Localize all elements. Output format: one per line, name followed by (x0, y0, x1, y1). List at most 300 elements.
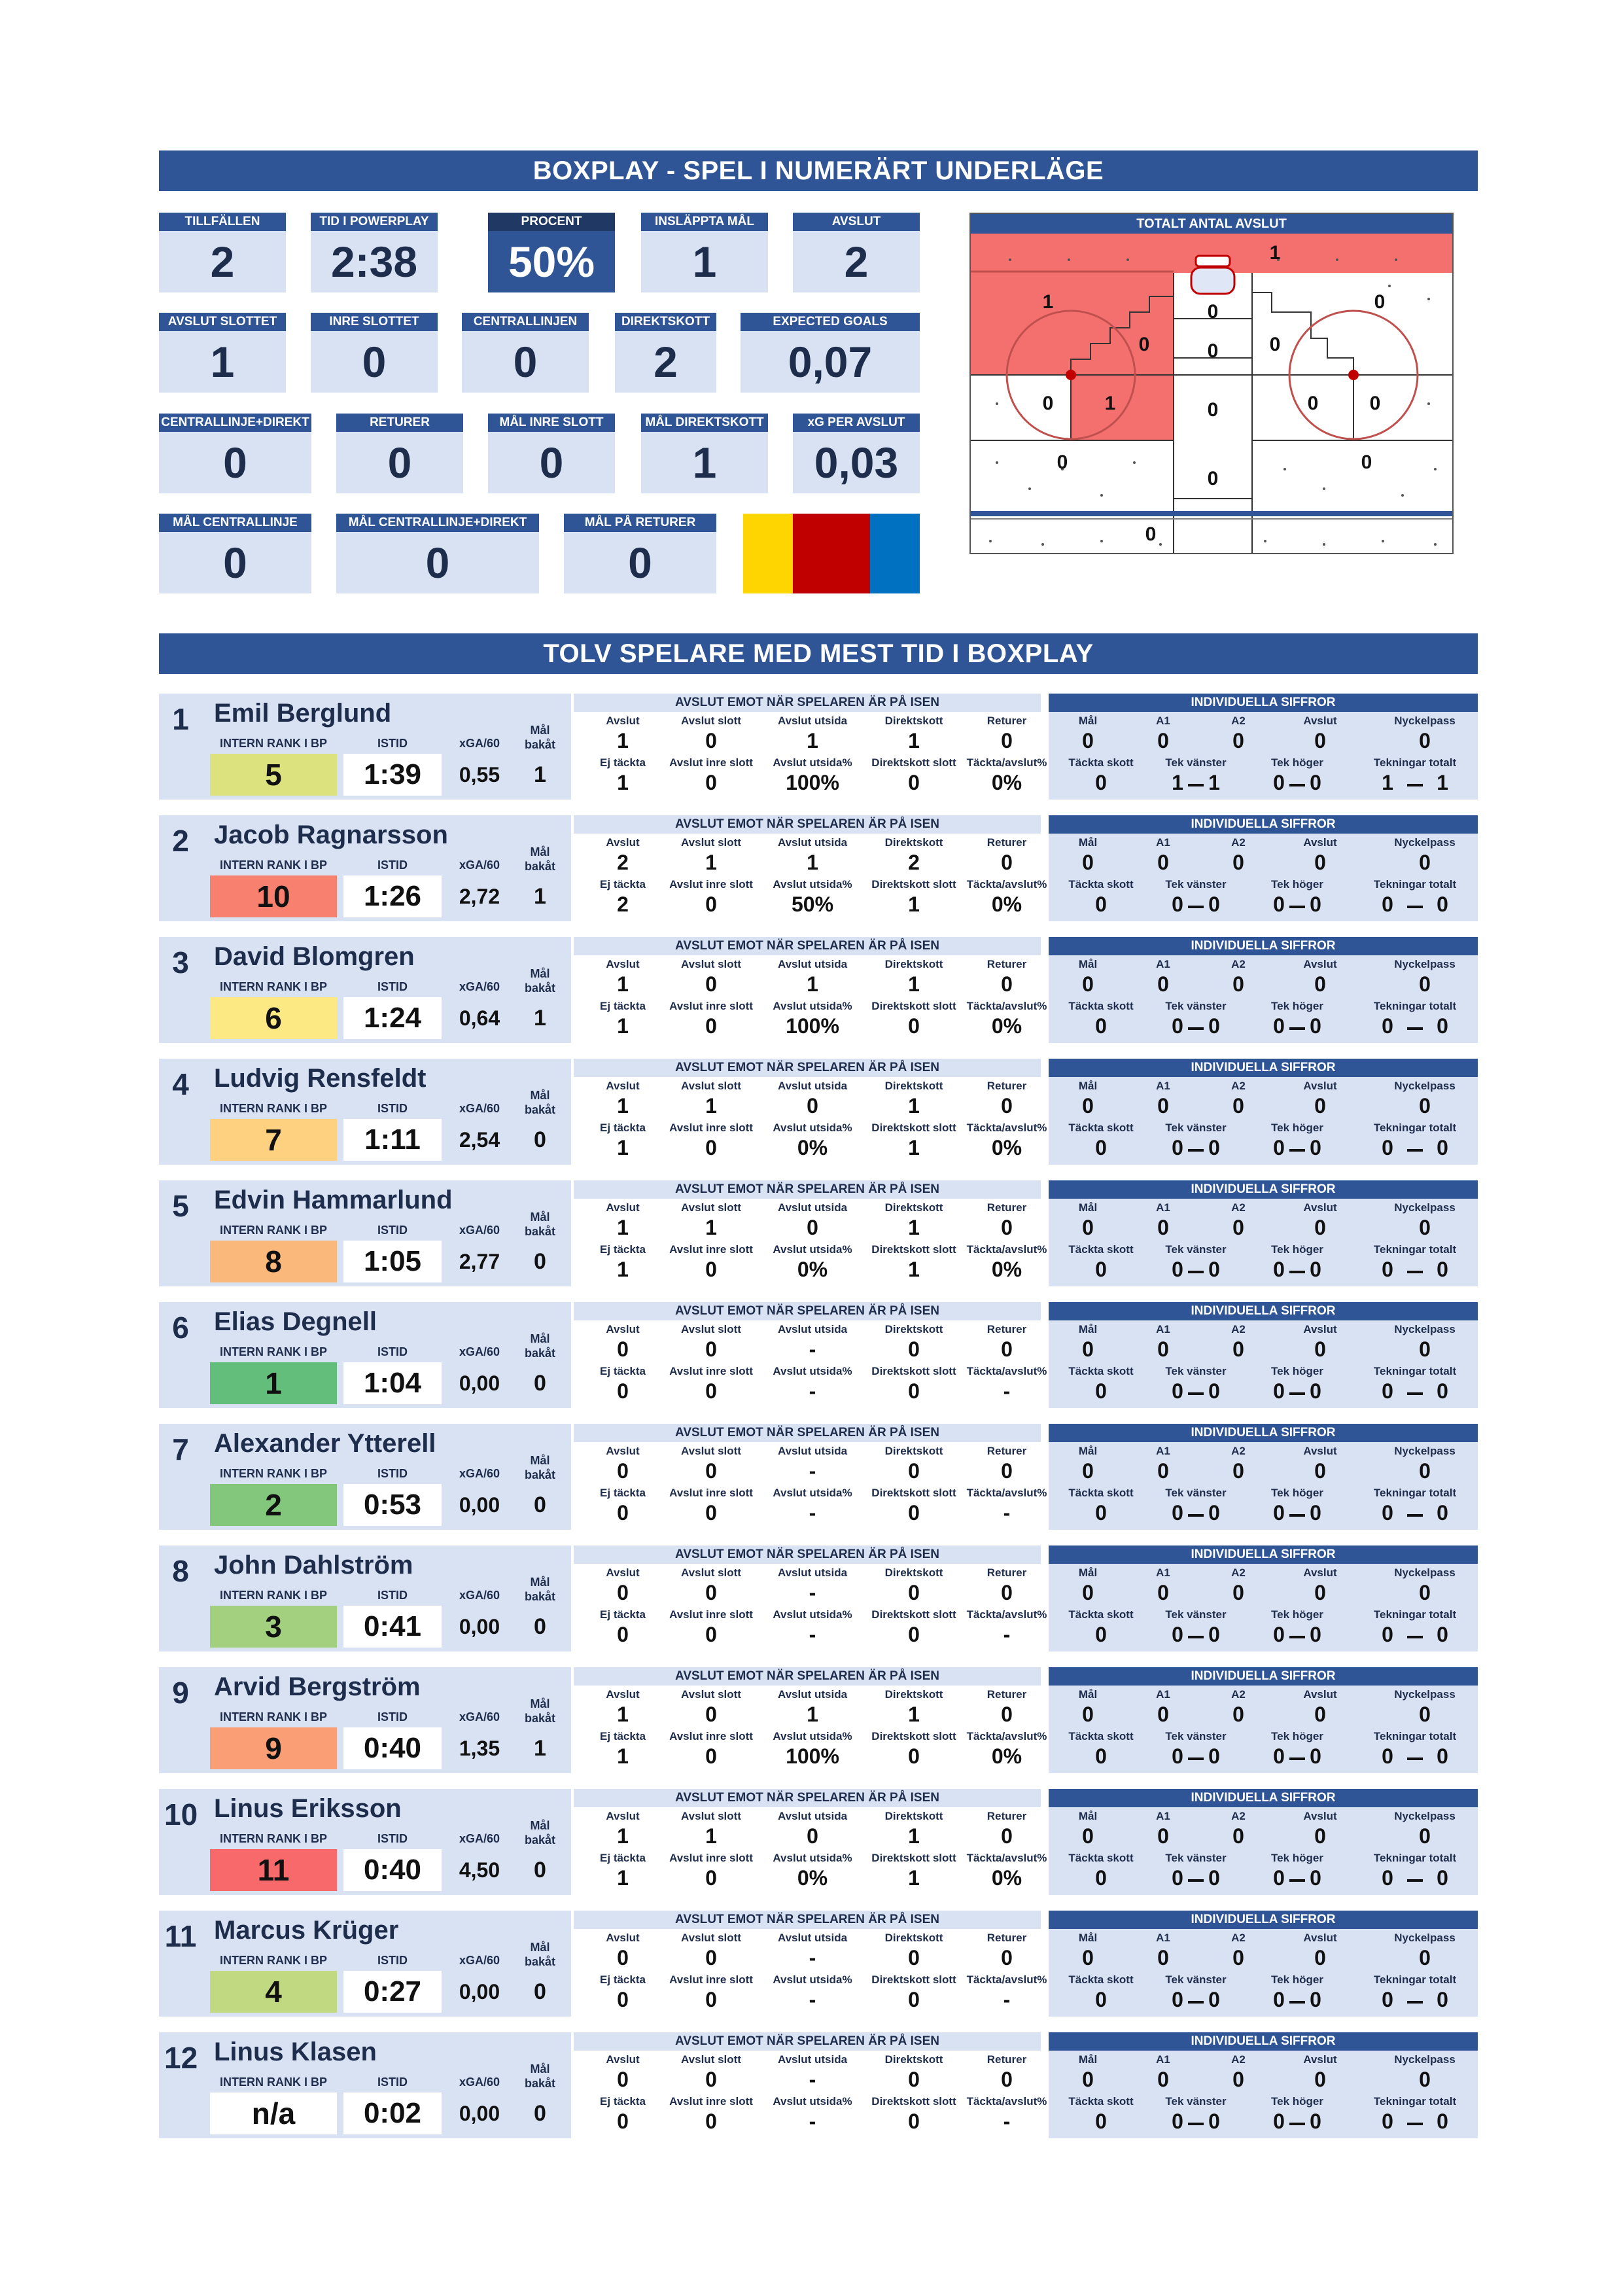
mal-label: Mål (530, 845, 550, 858)
individual-stats-title: INDIVIDUELLA SIFFROR (1049, 1911, 1478, 1929)
player-summary (159, 937, 571, 1043)
ind-value-pair-a: 0 (1172, 1014, 1183, 1038)
ind-label-a2: A2 (1231, 1810, 1246, 1822)
stat-value: 0 (628, 539, 652, 587)
player-rank: 9 (210, 1727, 337, 1769)
istid-label: ISTID (377, 1589, 408, 1602)
stat-label: CENTRALLINJEN (462, 313, 589, 331)
ind-value-a2: 0 (1232, 851, 1244, 874)
mid-value-direktskott: 0 (908, 1337, 920, 1361)
player-mal-bakat: 1 (534, 1735, 546, 1761)
ind-label-a1: A1 (1156, 1688, 1170, 1701)
mid-value-tackta-avslut-pct: - (1003, 1501, 1011, 1525)
mid-label-direktskott: Direktskott (884, 2053, 943, 2066)
player-mal-bakat: 0 (534, 1857, 546, 1882)
bakat-label: bakåt (524, 1712, 556, 1725)
ind-label-r-avslut: Avslut (1303, 1688, 1337, 1701)
ind-value-r-avslut: 0 (1314, 1094, 1326, 1118)
individual-stats-title: INDIVIDUELLA SIFFROR (1049, 1545, 1478, 1564)
mid-label-direktskott-slott: Direktskott slott (871, 1365, 956, 1377)
shots-against-title: AVSLUT EMOT NÄR SPELAREN ÄR PÅ ISEN (574, 2032, 1041, 2051)
player-istid: 0:41 (343, 1606, 442, 1648)
mid-label-avslut-utsida: Avslut utsida (777, 1080, 848, 1092)
individual-stats-panel (1049, 1667, 1478, 1773)
istid-label: ISTID (377, 1224, 408, 1237)
ind-value-r-avslut: 0 (1314, 1216, 1326, 1239)
mid-value-avslut: 1 (617, 1216, 629, 1239)
ind-value-a2: 0 (1232, 1216, 1244, 1239)
ind-label-a1: A1 (1156, 1566, 1170, 1579)
player-rank: 2 (210, 1484, 337, 1526)
mal-label: Mål (530, 1941, 550, 1954)
mid-value-avslut-utsida: - (809, 1581, 816, 1604)
ind-label-r-mal: Mål (1078, 836, 1098, 849)
pair-dash (1407, 1757, 1423, 1760)
individual-stats-title: INDIVIDUELLA SIFFROR (1049, 694, 1478, 712)
pair-dash (1289, 1027, 1305, 1030)
mid-value-direktskott-slott: 0 (908, 771, 920, 794)
ind-label-tekningar-totalt: Tekningar totalt (1373, 1730, 1457, 1742)
ind-label-a1: A1 (1156, 836, 1170, 849)
rank-label: INTERN RANK I BP (219, 1954, 327, 1967)
ind-label-tek-vanster: Tek vänster (1165, 756, 1227, 769)
mid-label-direktskott-slott: Direktskott slott (871, 1487, 956, 1499)
mid-value-avslut-utsida-pct: - (809, 1988, 816, 2011)
rink-zone-right-circle-out: 0 (1369, 393, 1381, 414)
mid-value-avslut-utsida-pct: 0% (797, 1258, 828, 1281)
player-rank: 3 (210, 1606, 337, 1648)
ind-value-r-avslut: 0 (1314, 1703, 1326, 1726)
ind-label-r-mal: Mål (1078, 1445, 1098, 1457)
ind-label-r-avslut: Avslut (1303, 958, 1337, 970)
ind-value-pair-a: 0 (1382, 1258, 1393, 1281)
ind-value-pair-a: 0 (1382, 1014, 1393, 1038)
shots-against-panel (574, 1545, 1047, 1651)
individual-stats-panel (1049, 694, 1478, 800)
pair-dash (1188, 1879, 1204, 1882)
ind-value-pair-b: 0 (1437, 1014, 1448, 1038)
ind-value-a1: 0 (1157, 851, 1169, 874)
player-name: David Blomgren (214, 942, 415, 971)
rink-title: TOTALT ANTAL AVSLUT (971, 214, 1452, 234)
ind-label-tek-vanster: Tek vänster (1165, 2095, 1227, 2108)
mid-label-tackta-avslut-pct: Täckta/avslut% (966, 1243, 1047, 1256)
mid-label-ej-tackta: Ej täckta (600, 1852, 646, 1864)
ind-label-tekningar-totalt: Tekningar totalt (1373, 1487, 1457, 1499)
ind-value-pair-a: 0 (1273, 892, 1285, 916)
shots-against-title: AVSLUT EMOT NÄR SPELAREN ÄR PÅ ISEN (574, 1789, 1041, 1807)
pair-dash (1407, 1149, 1423, 1152)
ind-value-pair-a: 0 (1273, 1136, 1285, 1159)
ind-label-r-avslut: Avslut (1303, 2053, 1337, 2066)
ind-label-r-avslut: Avslut (1303, 1810, 1337, 1822)
stat-label: PROCENT (488, 213, 615, 231)
mid-value-ej-tackta: 0 (617, 1988, 629, 2011)
mid-label-avslut-slott: Avslut slott (681, 1810, 741, 1822)
ind-label-a2: A2 (1231, 715, 1246, 727)
player-istid: 0:40 (343, 1849, 442, 1891)
player-row (159, 694, 1478, 800)
player-xga: 0,00 (459, 1614, 500, 1638)
ind-value-nyckelpass: 0 (1419, 729, 1431, 752)
stat-inre-slottet (311, 313, 438, 393)
ind-label-tekningar-totalt: Tekningar totalt (1373, 1365, 1457, 1377)
mid-label-ej-tackta: Ej täckta (600, 1000, 646, 1012)
ind-value-nyckelpass: 0 (1419, 851, 1431, 874)
mid-label-avslut-utsida: Avslut utsida (777, 1688, 848, 1701)
rank-label: INTERN RANK I BP (219, 1467, 327, 1480)
individual-stats-title: INDIVIDUELLA SIFFROR (1049, 1667, 1478, 1686)
mid-value-avslut-utsida-pct: 50% (791, 892, 834, 916)
mid-value-avslut-utsida-pct: 0% (797, 1136, 828, 1159)
istid-label: ISTID (377, 1467, 408, 1480)
shots-against-panel (574, 1059, 1047, 1165)
rink-zone-center-mid: 0 (1207, 340, 1219, 362)
stat-label: TILLFÄLLEN (159, 213, 286, 231)
pair-dash (1407, 1514, 1423, 1517)
ind-value-r-avslut: 0 (1314, 1459, 1326, 1483)
player-rank: 1 (210, 1362, 337, 1404)
stat-label: AVSLUT SLOTTET (159, 313, 286, 331)
ind-value-pair-b: 0 (1310, 1379, 1321, 1403)
mid-value-avslut: 2 (617, 851, 629, 874)
ind-label-a2: A2 (1231, 1566, 1246, 1579)
ind-value-tackta-skott: 0 (1095, 771, 1107, 794)
ind-value-pair-a: 0 (1273, 1744, 1285, 1768)
stat-central-direkt (159, 414, 311, 493)
mid-label-direktskott-slott: Direktskott slott (871, 878, 956, 891)
mid-label-tackta-avslut-pct: Täckta/avslut% (966, 1973, 1047, 1986)
mid-value-tackta-avslut-pct: 0% (991, 1744, 1022, 1768)
player-istid: 0:02 (343, 2093, 442, 2134)
mid-label-direktskott-slott: Direktskott slott (871, 1730, 956, 1742)
ind-label-nyckelpass: Nyckelpass (1394, 1445, 1456, 1457)
player-name: Arvid Bergström (214, 1672, 421, 1701)
ind-value-tackta-skott: 0 (1095, 1136, 1107, 1159)
mid-value-direktskott-slott: 1 (908, 1136, 920, 1159)
mid-label-direktskott-slott: Direktskott slott (871, 1852, 956, 1864)
stat-value: 2:38 (330, 238, 418, 286)
ind-value-pair-b: 0 (1208, 1258, 1220, 1281)
mid-value-direktskott-slott: 1 (908, 892, 920, 916)
ind-label-a2: A2 (1231, 1445, 1246, 1457)
mid-value-direktskott-slott: 0 (908, 1623, 920, 1646)
stat-mal-centrallinje (159, 514, 311, 593)
stat-mal-pa-returer (564, 514, 716, 593)
mid-label-tackta-avslut-pct: Täckta/avslut% (966, 1122, 1047, 1134)
player-istid: 0:40 (343, 1727, 442, 1769)
stat-label: MÅL CENTRALLINJE (159, 514, 311, 532)
pair-dash (1289, 2123, 1305, 2125)
ind-value-pair-a: 0 (1382, 1988, 1393, 2011)
mid-label-avslut: Avslut (606, 1080, 640, 1092)
player-istid: 1:05 (343, 1241, 442, 1282)
rink-shot-map (969, 213, 1454, 554)
pair-dash (1188, 1027, 1204, 1030)
ind-value-a2: 0 (1232, 1824, 1244, 1848)
ind-label-tek-hoger: Tek höger (1271, 2095, 1323, 2108)
rink-zone-right-point: 0 (1361, 451, 1372, 473)
player-row (159, 1424, 1478, 1530)
ind-value-pair-a: 0 (1382, 1623, 1393, 1646)
mid-label-avslut-utsida: Avslut utsida (777, 1932, 848, 1944)
ind-label-tackta-skott: Täckta skott (1068, 1730, 1134, 1742)
shots-against-panel (574, 815, 1047, 921)
mid-label-avslut-inre-slott: Avslut inre slott (669, 1243, 753, 1256)
player-xga: 0,00 (459, 1492, 500, 1517)
ind-value-pair-b: 0 (1437, 1744, 1448, 1768)
mid-label-direktskott: Direktskott (884, 1810, 943, 1822)
mid-label-ej-tackta: Ej täckta (600, 1243, 646, 1256)
ind-label-tek-hoger: Tek höger (1271, 1730, 1323, 1742)
mal-label: Mål (530, 724, 550, 737)
ind-label-tackta-skott: Täckta skott (1068, 1122, 1134, 1134)
player-name: John Dahlström (214, 1551, 413, 1580)
mid-label-avslut: Avslut (606, 1688, 640, 1701)
pair-dash (1289, 1514, 1305, 1517)
pair-dash (1289, 1392, 1305, 1395)
player-row (159, 937, 1478, 1043)
shots-against-title: AVSLUT EMOT NÄR SPELAREN ÄR PÅ ISEN (574, 1059, 1041, 1077)
mal-label: Mål (530, 1697, 550, 1710)
player-row (159, 1667, 1478, 1773)
stat-avslut-slottet (159, 313, 286, 393)
mid-value-avslut-inre-slott: 0 (705, 1258, 717, 1281)
ind-label-tackta-skott: Täckta skott (1068, 1973, 1134, 1986)
ind-value-pair-a: 0 (1172, 1623, 1183, 1646)
mid-value-avslut-slott: 0 (705, 2068, 717, 2091)
ind-value-r-mal: 0 (1082, 1459, 1094, 1483)
ind-label-a1: A1 (1156, 958, 1170, 970)
stat-value: 1 (692, 238, 717, 286)
player-name: Alexander Ytterell (214, 1429, 436, 1458)
stat-label: TID I POWERPLAY (311, 213, 438, 231)
ind-value-pair-b: 0 (1310, 1014, 1321, 1038)
mid-label-returer: Returer (986, 1445, 1027, 1457)
mid-label-returer: Returer (986, 715, 1027, 727)
ind-value-pair-b: 0 (1310, 1866, 1321, 1890)
rink-zone-left-high: 1 (1042, 291, 1054, 313)
ind-value-pair-a: 0 (1273, 1866, 1285, 1890)
mid-value-tackta-avslut-pct: - (1003, 1379, 1011, 1403)
mid-value-avslut-slott: 1 (705, 1094, 717, 1118)
ind-value-tackta-skott: 0 (1095, 2110, 1107, 2133)
ind-value-pair-a: 0 (1273, 1988, 1285, 2011)
individual-stats-panel (1049, 1789, 1478, 1895)
xga-label: xGA/60 (459, 737, 500, 750)
ind-label-nyckelpass: Nyckelpass (1394, 1566, 1456, 1579)
ind-label-r-mal: Mål (1078, 1080, 1098, 1092)
mid-label-avslut-inre-slott: Avslut inre slott (669, 1487, 753, 1499)
ind-label-tek-vanster: Tek vänster (1165, 878, 1227, 891)
stat-label: EXPECTED GOALS (741, 313, 920, 331)
ind-value-nyckelpass: 0 (1419, 1459, 1431, 1483)
ind-label-tekningar-totalt: Tekningar totalt (1373, 1000, 1457, 1012)
mid-label-tackta-avslut-pct: Täckta/avslut% (966, 1365, 1047, 1377)
ind-label-tek-vanster: Tek vänster (1165, 1243, 1227, 1256)
xga-label: xGA/60 (459, 1467, 500, 1480)
ind-label-a2: A2 (1231, 1323, 1246, 1335)
ind-label-nyckelpass: Nyckelpass (1394, 2053, 1456, 2066)
mid-label-direktskott: Direktskott (884, 1323, 943, 1335)
mid-label-ej-tackta: Ej täckta (600, 1365, 646, 1377)
mid-label-returer: Returer (986, 1932, 1027, 1944)
rink-zone-right-high: 0 (1374, 291, 1386, 313)
rank-label: INTERN RANK I BP (219, 1224, 327, 1237)
mid-value-avslut-slott: 0 (705, 1581, 717, 1604)
rink-zone-right-stair: 0 (1269, 334, 1281, 355)
mid-value-ej-tackta: 2 (617, 892, 629, 916)
individual-stats-panel (1049, 1180, 1478, 1286)
player-name: Linus Klasen (214, 2038, 377, 2066)
player-number: 5 (172, 1189, 189, 1223)
ind-value-r-avslut: 0 (1314, 2068, 1326, 2091)
mid-label-avslut: Avslut (606, 1566, 640, 1579)
pair-dash (1188, 2123, 1204, 2125)
ind-value-nyckelpass: 0 (1419, 1946, 1431, 1969)
ind-value-pair-a: 0 (1382, 1744, 1393, 1768)
ind-value-a2: 0 (1232, 1946, 1244, 1969)
player-xga: 2,72 (459, 884, 500, 908)
mid-label-avslut: Avslut (606, 715, 640, 727)
mid-value-avslut-utsida: - (809, 1459, 816, 1483)
rank-label: INTERN RANK I BP (219, 858, 327, 872)
rink-zone-right-circle-in: 0 (1307, 393, 1319, 414)
xga-label: xGA/60 (459, 1832, 500, 1845)
pair-dash (1407, 2123, 1423, 2125)
stat-value: 0,03 (814, 438, 899, 487)
ind-value-nyckelpass: 0 (1419, 1216, 1431, 1239)
mid-label-avslut: Avslut (606, 1323, 640, 1335)
player-name: Elias Degnell (214, 1307, 377, 1336)
player-rank: 5 (210, 754, 337, 796)
ind-value-tackta-skott: 0 (1095, 1379, 1107, 1403)
mid-value-direktskott: 0 (908, 1459, 920, 1483)
rank-label: INTERN RANK I BP (219, 1589, 327, 1602)
ind-value-pair-a: 0 (1172, 1136, 1183, 1159)
mid-label-avslut: Avslut (606, 2053, 640, 2066)
ind-label-tackta-skott: Täckta skott (1068, 1243, 1134, 1256)
istid-label: ISTID (377, 737, 408, 750)
mid-value-direktskott-slott: 1 (908, 1866, 920, 1890)
player-number: 2 (172, 824, 189, 858)
mid-value-direktskott-slott: 0 (908, 1501, 920, 1525)
mid-value-tackta-avslut-pct: - (1003, 1988, 1011, 2011)
mid-value-tackta-avslut-pct: 0% (991, 1866, 1022, 1890)
ind-label-a2: A2 (1231, 1201, 1246, 1214)
ind-value-pair-a: 0 (1172, 1501, 1183, 1525)
pair-dash (1407, 1392, 1423, 1395)
player-number: 11 (164, 1919, 197, 1953)
mid-label-avslut-inre-slott: Avslut inre slott (669, 1000, 753, 1012)
ind-value-a2: 0 (1232, 1703, 1244, 1726)
player-istid: 1:11 (343, 1119, 442, 1161)
ind-value-pair-a: 0 (1273, 2110, 1285, 2133)
ind-label-r-avslut: Avslut (1303, 1201, 1337, 1214)
mid-label-direktskott-slott: Direktskott slott (871, 1973, 956, 1986)
ind-value-a1: 0 (1157, 2068, 1169, 2091)
stat-procent (488, 213, 615, 292)
individual-stats-panel (1049, 2032, 1478, 2138)
mid-label-ej-tackta: Ej täckta (600, 756, 646, 769)
mid-value-avslut-utsida: 1 (807, 729, 818, 752)
mid-value-returer: 0 (1001, 1946, 1013, 1969)
shots-against-panel (574, 1302, 1047, 1408)
mid-label-avslut-utsida: Avslut utsida (777, 1323, 848, 1335)
ind-label-tek-vanster: Tek vänster (1165, 1608, 1227, 1621)
pair-dash (1407, 1271, 1423, 1273)
player-mal-bakat: 0 (534, 2100, 546, 2126)
mid-label-avslut-inre-slott: Avslut inre slott (669, 1730, 753, 1742)
istid-label: ISTID (377, 1954, 408, 1967)
ind-label-nyckelpass: Nyckelpass (1394, 1323, 1456, 1335)
ind-label-nyckelpass: Nyckelpass (1394, 1688, 1456, 1701)
mid-value-avslut-slott: 0 (705, 729, 717, 752)
mid-label-tackta-avslut-pct: Täckta/avslut% (966, 1000, 1047, 1012)
mid-label-avslut-utsida: Avslut utsida (777, 958, 848, 970)
ind-value-nyckelpass: 0 (1419, 972, 1431, 996)
ind-value-pair-b: 0 (1208, 2110, 1220, 2133)
pair-dash (1289, 1149, 1305, 1152)
mid-value-ej-tackta: 0 (617, 1501, 629, 1525)
mid-label-avslut: Avslut (606, 1810, 640, 1822)
mid-label-avslut-slott: Avslut slott (681, 1566, 741, 1579)
player-rank: 7 (210, 1119, 337, 1161)
mal-label: Mål (530, 1819, 550, 1832)
rank-label: INTERN RANK I BP (219, 980, 327, 993)
mid-label-avslut-utsida-pct: Avslut utsida% (773, 1487, 852, 1499)
mid-value-avslut-inre-slott: 0 (705, 1014, 717, 1038)
player-mal-bakat: 1 (534, 1005, 546, 1031)
mid-value-avslut-utsida-pct: - (809, 1623, 816, 1646)
rink-zone-left-stair: 0 (1138, 334, 1150, 355)
ind-label-tek-vanster: Tek vänster (1165, 1973, 1227, 1986)
individual-stats-panel (1049, 937, 1478, 1043)
player-summary (159, 1424, 571, 1530)
pair-dash (1289, 2001, 1305, 2004)
pair-dash (1407, 1636, 1423, 1638)
mid-value-avslut-utsida-pct: 100% (786, 1014, 839, 1038)
mid-label-avslut-slott: Avslut slott (681, 2053, 741, 2066)
pair-dash (1188, 1757, 1204, 1760)
stat-mal-inre-slott (488, 414, 615, 493)
ind-label-a2: A2 (1231, 958, 1246, 970)
istid-label: ISTID (377, 858, 408, 872)
stat-value: 2 (654, 338, 678, 386)
stat-value: 0 (387, 438, 412, 487)
pair-dash (1188, 784, 1204, 786)
player-mal-bakat: 0 (534, 1979, 546, 2004)
mid-label-avslut-utsida-pct: Avslut utsida% (773, 1243, 852, 1256)
mid-value-ej-tackta: 1 (617, 1136, 629, 1159)
pair-dash (1188, 1149, 1204, 1152)
ind-label-tekningar-totalt: Tekningar totalt (1373, 1852, 1457, 1864)
ind-label-tekningar-totalt: Tekningar totalt (1373, 1608, 1457, 1621)
mid-label-returer: Returer (986, 958, 1027, 970)
ind-label-tek-vanster: Tek vänster (1165, 1122, 1227, 1134)
mid-label-ej-tackta: Ej täckta (600, 1730, 646, 1742)
player-xga: 4,50 (459, 1858, 500, 1882)
rink-zone-left-point: 0 (1056, 451, 1068, 473)
mid-value-avslut-inre-slott: 0 (705, 771, 717, 794)
pair-dash (1188, 906, 1204, 908)
stat-label: AVSLUT (793, 213, 920, 231)
mid-value-direktskott-slott: 0 (908, 1014, 920, 1038)
ind-value-pair-a: 1 (1382, 771, 1393, 794)
mid-value-avslut-slott: 0 (705, 972, 717, 996)
mid-value-avslut-utsida: 1 (807, 972, 818, 996)
player-rank: 4 (210, 1971, 337, 2013)
